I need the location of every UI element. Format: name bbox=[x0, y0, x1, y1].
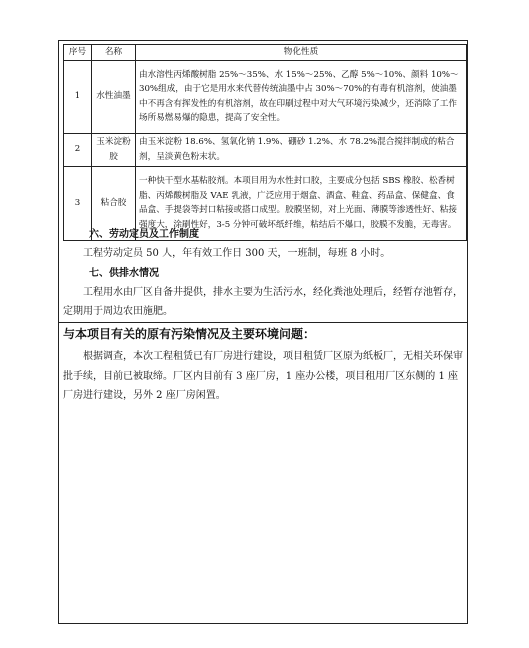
table-row bbox=[64, 60, 467, 133]
section-seven-heading: 七、供排水情况 bbox=[89, 268, 159, 279]
row-description: 一种快干型水基粘胶剂。本项目用为水性封口胶，主要成分包括 SBS 橡胶、松香树脂、丙烯酸树脂及 VAE 乳液，广泛应用于烟盒、酒盒、鞋盒、药品盒、保健盒、食品盒、手提袋等封口粘接或搭口成型。胶膜坚韧，对上光面、薄膜等渗透性好、粘接强度大，涂刷性好，3-5 分钟可破坏纸纤维，粘结后不爆口，胶膜不发脆，无毒害。 bbox=[136, 166, 467, 240]
header-properties: 物化性质 bbox=[136, 45, 467, 61]
row-number: 3 bbox=[64, 166, 92, 240]
row-name: 水性油墨 bbox=[92, 60, 136, 133]
section-six-heading: 六、劳动定员及工作制度 bbox=[89, 229, 199, 240]
table-row bbox=[64, 133, 467, 166]
material-properties-table bbox=[63, 44, 467, 241]
header-serial: 序号 bbox=[64, 45, 92, 61]
section-six-text: 工程劳动定员 50 人，年有效工作日 300 天，一班制，每班 8 小时。 bbox=[83, 248, 391, 259]
row-number: 1 bbox=[64, 60, 92, 133]
pollution-text: 根据调查，本次工程租赁已有厂房进行建设，项目租赁厂区原为纸板厂，无相关环保审批手续，目前已被取缔。厂区内目前有 3 座厂房，1 座办公楼，项目租用厂区东侧的 1 座厂房进行建设，另外 2 座厂房闲置。 bbox=[63, 351, 463, 401]
section-divider bbox=[58, 322, 468, 323]
pollution-heading: 与本项目有关的原有污染情况及主要环境问题： bbox=[63, 327, 316, 341]
row-name: 粘合胶 bbox=[92, 166, 136, 240]
row-number: 2 bbox=[64, 133, 92, 166]
section-seven bbox=[63, 264, 467, 321]
table-header-row bbox=[64, 45, 467, 61]
header-name: 名称 bbox=[92, 45, 136, 61]
section-six bbox=[63, 225, 467, 263]
row-description: 由玉米淀粉 18.6%、氢氧化钠 1.9%、硼砂 1.2%、水 78.2%混合搅拌制成的粘合剂，呈淡黄色粉末状。 bbox=[136, 133, 467, 166]
section-seven-text: 工程用水由厂区自备井提供，排水主要为生活污水，经化粪池处理后，经暂存池暂存，定期用于周边农田施肥。 bbox=[63, 287, 463, 317]
row-description: 由水溶性丙烯酸树脂 25%～35%、水 15%～25%、乙醇 5%～10%、颜料 10%～30%组成，由于它是用水来代替传统油墨中占 30%～70%的有毒有机溶剂，使油墨中不再含有挥发性的有机溶剂，故在印刷过程中对大气环境污染减少，还消除了工作场所易燃易爆的隐患，提高了安全性。 bbox=[136, 60, 467, 133]
row-name: 玉米淀粉胶 bbox=[92, 133, 136, 166]
